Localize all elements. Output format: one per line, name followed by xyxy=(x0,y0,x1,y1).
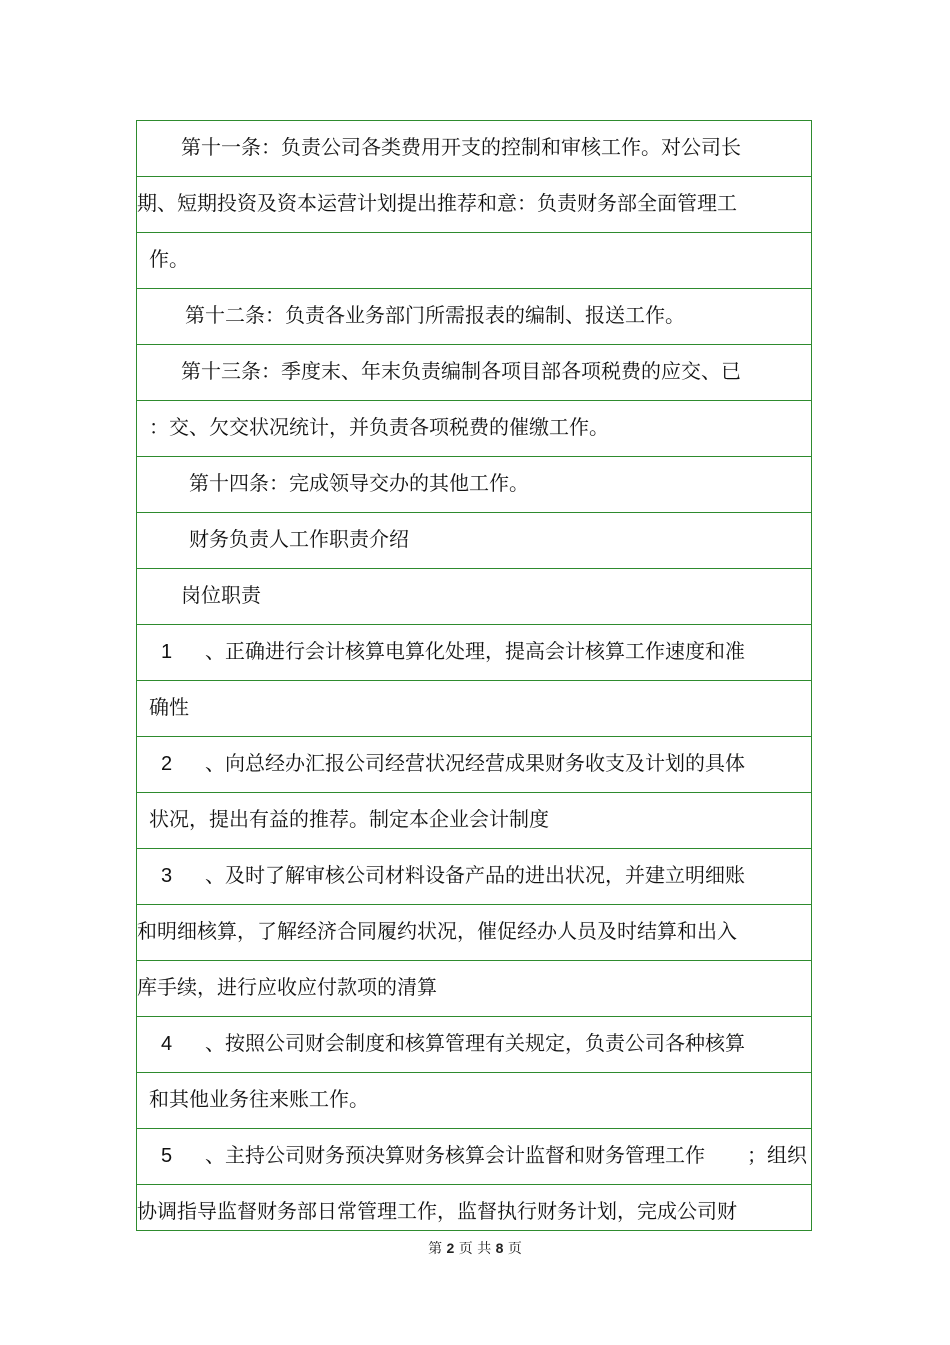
document-table xyxy=(136,120,812,1231)
text-row xyxy=(137,793,811,849)
text-row xyxy=(137,1073,811,1129)
row-text: 第十四条：完成领导交办的其他工作。 xyxy=(189,471,529,495)
row-text: 第十二条：负责各业务部门所需报表的编制、报送工作。 xyxy=(185,303,685,327)
numbered-row xyxy=(137,737,811,793)
footer-suffix: 页 xyxy=(507,1241,522,1257)
row-text: 第十三条：季度末、年末负责编制各项目部各项税费的应交、已 xyxy=(181,359,741,383)
numbered-row xyxy=(137,625,811,681)
row-text: 期、短期投资及资本运营计划提出推荐和意：负责财务部全面管理工 xyxy=(137,191,737,215)
page-footer xyxy=(0,1238,950,1259)
item-number: 3 xyxy=(161,865,173,887)
row-text-suffix: ；组织 xyxy=(747,1143,807,1167)
text-row xyxy=(137,177,811,233)
numbered-row xyxy=(137,1017,811,1073)
row-text: 和明细核算，了解经济合同履约状况，催促经办人员及时结算和出入 xyxy=(137,919,737,943)
text-row xyxy=(137,1185,811,1231)
text-row xyxy=(137,457,811,513)
row-text: ：交、欠交状况统计，并负责各项税费的催缴工作。 xyxy=(149,415,609,439)
row-text: 、正确进行会计核算电算化处理，提高会计核算工作速度和准 xyxy=(205,639,745,663)
text-row xyxy=(137,121,811,177)
row-text: 状况，提出有益的推荐。制定本企业会计制度 xyxy=(149,807,549,831)
row-text: 和其他业务往来账工作。 xyxy=(149,1087,369,1111)
row-text: 、主持公司财务预决算财务核算会计监督和财务管理工作 xyxy=(205,1143,705,1167)
current-page-number: 2 xyxy=(446,1240,455,1256)
item-number: 2 xyxy=(161,753,173,775)
text-row xyxy=(137,961,811,1017)
text-row xyxy=(137,233,811,289)
numbered-row xyxy=(137,849,811,905)
item-number: 5 xyxy=(161,1145,173,1167)
section-subtitle-row xyxy=(137,569,811,625)
row-text: 、向总经办汇报公司经营状况经营成果财务收支及计划的具体 xyxy=(205,751,745,775)
footer-prefix: 第 xyxy=(428,1241,443,1257)
section-title-row xyxy=(137,513,811,569)
item-number: 4 xyxy=(161,1033,173,1055)
row-text: 作。 xyxy=(149,247,189,271)
section-subtitle: 岗位职责 xyxy=(181,583,261,607)
text-row xyxy=(137,289,811,345)
row-text: 协调指导监督财务部日常管理工作，监督执行财务计划，完成公司财 xyxy=(137,1199,737,1223)
section-title: 财务负责人工作职责介绍 xyxy=(189,527,409,551)
footer-middle: 页 共 xyxy=(458,1241,492,1257)
text-row xyxy=(137,345,811,401)
text-row xyxy=(137,401,811,457)
row-text: 、按照公司财会制度和核算管理有关规定，负责公司各种核算 xyxy=(205,1031,745,1055)
numbered-row xyxy=(137,1129,811,1185)
total-pages-number: 8 xyxy=(495,1240,504,1256)
item-number: 1 xyxy=(161,641,173,663)
text-row xyxy=(137,681,811,737)
row-text: 第十一条：负责公司各类费用开支的控制和审核工作。对公司长 xyxy=(181,135,741,159)
row-text: 、及时了解审核公司材料设备产品的进出状况，并建立明细账 xyxy=(205,863,745,887)
text-row xyxy=(137,905,811,961)
row-text: 库手续，进行应收应付款项的清算 xyxy=(137,975,437,999)
row-text: 确性 xyxy=(149,695,189,719)
